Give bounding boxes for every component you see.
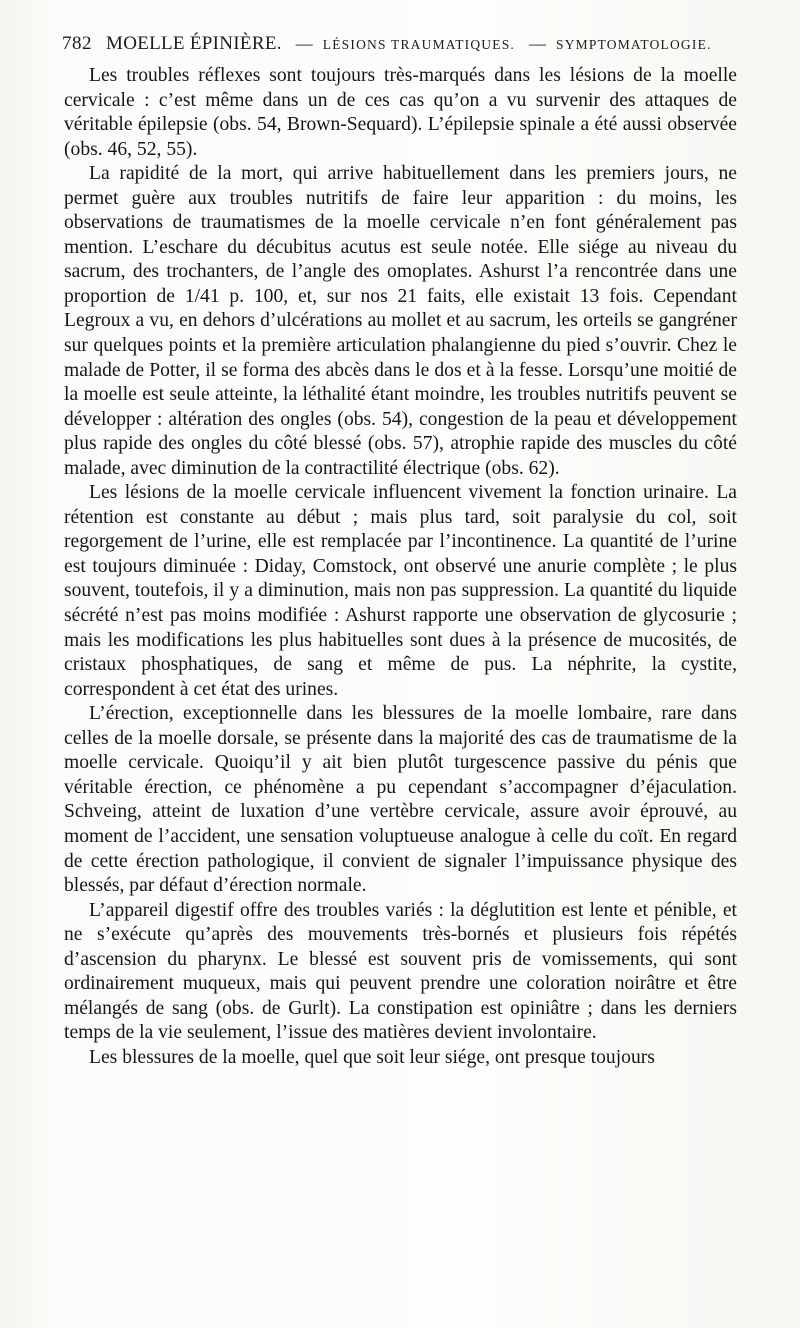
paragraph-reflexes: Les troubles réflexes sont toujours très-marqués dans les lésions de la moelle cervicale : c’est même dans un de ces cas qu’on a vu survenir des attaques de véritable épilepsie (obs. 54, Brown-Sequard). L’épilepsie spinale a été aussi observée (obs. 46, 52, 55). [64,65,737,160]
header-section: LÉSIONS TRAUMATIQUES. [322,37,515,52]
running-header [62,33,752,55]
paragraph-erection: L’érection, exceptionnelle dans les blessures de la moelle lombaire, rare dans celles de la moelle dorsale, se présente dans la majorité des cas de traumatisme de la moelle cervicale. Quoiqu’il y ait bien plutôt turgescence passive du pénis que véritable érection, ce phénomène a pu cependant s’accompagner d’éjaculation. Schveing, atteint de luxation d’une vertèbre cervicale, assure avoir éprouvé, au moment de l’accident, une sensation voluptueuse analogue à celle du coït. En regard de cette érection pathologique, il convient de signaler l’impuissance physique des blessés, par défaut d’érection normale. [64,703,737,897]
header-title: MOELLE ÉPINIÈRE. [106,33,282,54]
paragraph-continuation: Les blessures de la moelle, quel que soit leur siége, ont presque toujours [89,1046,655,1068]
paragraph-digestive: L’appareil digestif offre des troubles variés : la déglutition est lente et pénible, et ne s’exécute qu’après des mouvements très-bornés et plusieurs fois répétés d’ascension du pharynx. Le blessé est souvent pris de vomissements, qui sont ordinairement muqueux, mais qui peuvent prendre une coloration noirâtre et être mélangés de sang (obs. de Gurlt). La constipation est opiniâtre ; dans les derniers temps de la vie seulement, l’issue des matières devient involontaire. [64,899,737,1044]
body-text [64,64,737,1070]
page-number: 782 [62,33,92,54]
paragraph-urinary: Les lésions de la moelle cervicale influencent vivement la fonction urinaire. La rétention est constante au début ; mais plus tard, soit paralysie du col, soit regorgement de l’urine, elle est remplacée par l’incontinence. La quantité de l’urine est toujours diminuée : Diday, Comstock, ont observé une anurie complète ; le plus souvent, toutefois, il y a diminution, mais non pas suppression. La quantité du liquide sécrété n’est pas moins modifiée : Ashurst rapporte une observation de glycosurie ; mais les modifications les plus habituelles sont dues à la présence de mucosités, de cristaux phosphatiques, de sang et même de pus. La néphrite, la cystite, correspondent à cet état des urines. [64,482,737,700]
header-subsection: SYMPTOMATOLOGIE. [556,37,712,52]
header-separator: — [295,34,313,53]
paragraph-nutrition: La rapidité de la mort, qui arrive habituellement dans les premiers jours, ne permet guère aux troubles nutritifs de faire leur apparition : du moins, les observations de traumatismes de la moelle cervicale n’en font généralement pas mention. L’eschare du décubitus acutus est seule notée. Elle siége au niveau du sacrum, des trochanters, de l’angle des omoplates. Ashurst l’a rencontrée dans une proportion de 1/41 p. 100, et, sur nos 21 faits, elle existait 13 fois. Cependant Legroux a vu, en dehors d’ulcérations au mollet et au sacrum, les orteils se gangréner sur quelques points et la première articulation phalangienne du pied s’ouvrir. Chez le malade de Potter, il se forma des abcès dans le dos et à la fesse. Lorsqu’une moitié de la moelle est seule atteinte, la léthalité étant moindre, les troubles nutritifs peuvent se développer : altération des ongles (obs. 54), congestion de la peau et développement plus rapide des ongles du côté blessé (obs. 57), atrophie rapide des muscles du côté malade, avec diminution de la contractilité électrique (obs. 62). [64,163,737,479]
header-separator-2: — [529,34,546,53]
